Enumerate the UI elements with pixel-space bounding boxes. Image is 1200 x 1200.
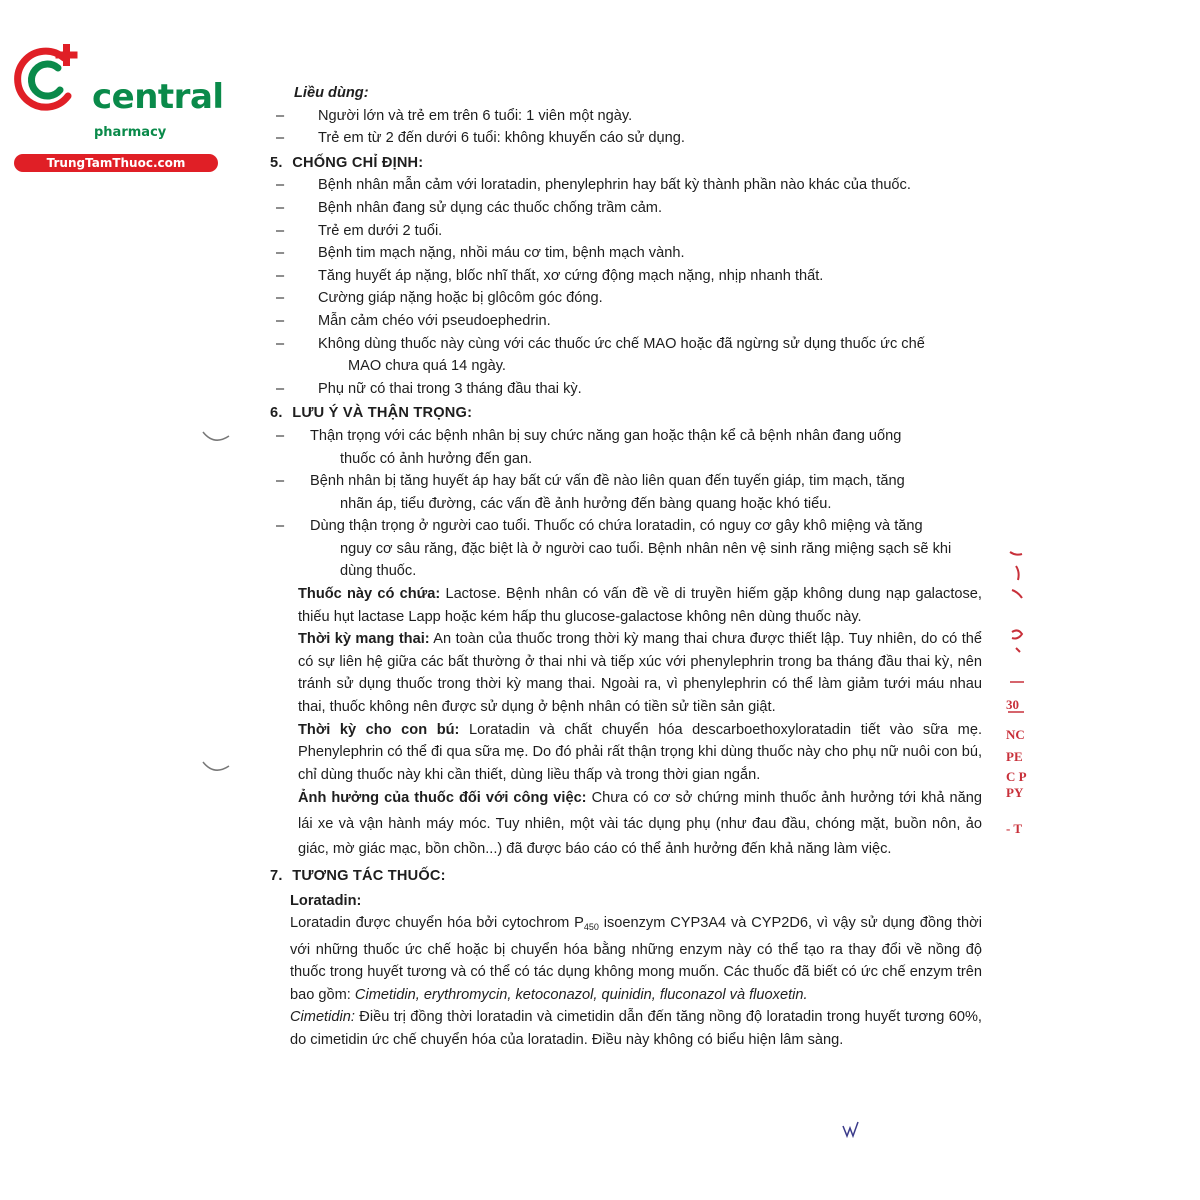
contraindication-item: – Tăng huyết áp nặng, blốc nhĩ thất, xơ cứng động mạch nặng, nhịp nhanh thất. — [275, 267, 824, 284]
caution-item: – Thận trọng với các bệnh nhân bị suy chức năng gan hoặc thận kể cả bệnh nhân đang uống — [275, 427, 902, 444]
contraindication-item: – Bệnh nhân đang sử dụng các thuốc chống trầm cảm. — [275, 199, 663, 216]
pharmacy-cross-icon — [8, 38, 92, 122]
pregnancy-paragraph: Thời kỳ mang thai: An toàn của thuốc trong thời kỳ mang thai chưa được thiết lập. Tuy nhiên, do có thể có sự liên hệ giữa các bất thường ở thai nhi và tiếp xúc với phenylephrin trong ba tháng đầu thai kỳ, nên tránh sử dụng thuốc trong thời kỳ mang thai. Ngoài ra, vì phenylephrin có thể làm giảm tưới máu nhau thai, thuốc không nên được sử dụng ở bệnh nhân có tiền sử tiền sản giật. — [298, 631, 983, 716]
dosage-item: – Trẻ em từ 2 đến dưới 6 tuổi: không khuyến cáo sử dụng. — [275, 130, 685, 147]
leaflet-content — [270, 82, 982, 1052]
stamp-edge-mark — [1010, 552, 1022, 598]
driving-label: Ảnh hưởng của thuốc đối với công việc: — [298, 790, 587, 807]
dosage-item: – Người lớn và trẻ em trên 6 tuổi: 1 viên một ngày. — [275, 107, 633, 124]
contraindication-item: – Bệnh nhân mẫn cảm với loratadin, phenylephrin hay bất kỳ thành phần nào khác của thuốc. — [275, 177, 911, 194]
loratadin-paragraph: Loratadin được chuyển hóa bởi cytochrom $P_{450}$ isoenzym CYP3A4 và CYP2D6, vì vậy sử dụng đồng thời với những thuốc ức chế hoặc bị chuyển hóa bằng những enzym này có thể tạo ra thay đổi về nồng độ thuốc trong huyết tương và có thể có tác dụng không mong muốn. Các thuốc đã biết có ức chế enzym trên bao gồm: Cimetidin, erythromycin, ketoconazol, quinidin, fluconazol và fluoxetin. — [290, 915, 982, 1003]
section-5-title: 5. CHỐNG CHỈ ĐỊNH: — [270, 154, 424, 171]
lactation-paragraph: Thời kỳ cho con bú: Loratadin và chất chuyển hóa descarboethoxyloratadin tiết vào sữa mẹ. Phenylephrin có thể đi qua sữa mẹ. Do đó phải rất thận trọng khi dùng thuốc này cho phụ nữ nuôi con bú, chỉ dùng thuốc này khi cần thiết, dùng liều thấp và trong thời gian ngắn. — [298, 721, 983, 783]
caution-item: – Bệnh nhân bị tăng huyết áp hay bất cứ vấn đề nào liên quan đến tuyến giáp, tim mạch, tăng — [275, 473, 905, 490]
logo-brand-text: central — [92, 77, 224, 117]
section-6-title: 6. LƯU Ý VÀ THẬN TRỌNG: — [270, 405, 473, 422]
caution-item-cont: dùng thuốc. — [340, 563, 417, 580]
stamp-fragment: - T — [1006, 821, 1023, 836]
caution-item: – Dùng thận trọng ở người cao tuổi. Thuốc có chứa loratadin, có nguy cơ gây khô miệng và tăng — [275, 518, 923, 535]
caution-item-cont: nguy cơ sâu răng, đặc biệt là ở người cao tuổi. Bệnh nhân nên vệ sinh răng miệng sạch sẽ khi — [340, 540, 952, 557]
stamp-fragment: PE — [1006, 749, 1023, 764]
stamp-fragment: C P — [1006, 769, 1027, 784]
initials-mark — [843, 1122, 858, 1136]
cimetidin-paragraph: Cimetidin: Điều trị đồng thời loratadin và cimetidin dẫn đến tăng nồng độ loratadin trong huyết tương 60%, do cimetidin ức chế chuyển hóa của loratadin. Điều này không có biểu hiện lâm sàng. — [290, 1009, 982, 1049]
hole-punch-mark — [203, 432, 229, 440]
driving-paragraph: Ảnh hưởng của thuốc đối với công việc: Chưa có cơ sở chứng minh thuốc ảnh hưởng tới khả năng lái xe và vận hành máy móc. Tuy nhiên, một vài tác dụng phụ (như đau đầu, chóng mặt, buồn nôn, ảo giác, mờ giác mạc, bồn chồn...) đã được báo cáo có thể ảnh hưởng đến khả năng làm việc. — [298, 790, 983, 858]
contraindication-item: – Không dùng thuốc này cùng với các thuốc ức chế MAO hoặc đã ngừng sử dụng thuốc ức chế — [275, 335, 925, 352]
contraindication-item: – Bệnh tim mạch nặng, nhồi máu cơ tim, bệnh mạch vành. — [275, 245, 685, 262]
contraindication-item: – Cường giáp nặng hoặc bị glôcôm góc đóng. — [275, 290, 603, 307]
stamp-edge-mark — [1012, 630, 1022, 652]
contraindication-item: – Phụ nữ có thai trong 3 tháng đầu thai kỳ. — [275, 380, 582, 397]
central-pharmacy-logo[interactable] — [8, 38, 224, 170]
stamp-fragment: PY — [1006, 785, 1024, 800]
contraindication-item: – Mẫn cảm chéo với pseudoephedrin. — [275, 312, 551, 329]
hole-punch-mark — [203, 762, 229, 770]
dosage-heading: Liều dùng: — [294, 85, 369, 101]
contraindication-item-cont: MAO chưa quá 14 ngày. — [348, 358, 506, 375]
logo-sub-text: pharmacy — [94, 125, 167, 140]
stamp-fragment: NC — [1006, 727, 1025, 742]
cimetidin-label: Cimetidin: — [290, 1009, 355, 1026]
pregnancy-label: Thời kỳ mang thai: — [298, 631, 430, 648]
loratadin-heading: Loratadin: — [290, 892, 362, 909]
caution-item-cont: nhãn áp, tiểu đường, các vấn đề ảnh hưởng đến bàng quang hoặc khó tiểu. — [340, 495, 832, 512]
lactation-label: Thời kỳ cho con bú: — [298, 721, 460, 738]
section-7-title: 7. TƯƠNG TÁC THUỐC: — [270, 867, 446, 884]
caution-item-cont: thuốc có ảnh hưởng đến gan. — [340, 450, 533, 467]
lactose-label: Thuốc này có chứa: — [298, 586, 441, 603]
lactose-paragraph: Thuốc này có chứa: Lactose. Bệnh nhân có vấn đề về di truyền hiếm gặp không dung nạp galactose, thiếu hụt lactase Lapp hoặc kém hấp thu glucose-galactose không nên dùng thuốc này. — [298, 586, 982, 625]
logo-website-banner[interactable]: TrungTamThuoc.com — [14, 154, 218, 172]
contraindication-item: – Trẻ em dưới 2 tuổi. — [275, 222, 443, 239]
stamp-fragment: 30 — [1006, 697, 1019, 712]
